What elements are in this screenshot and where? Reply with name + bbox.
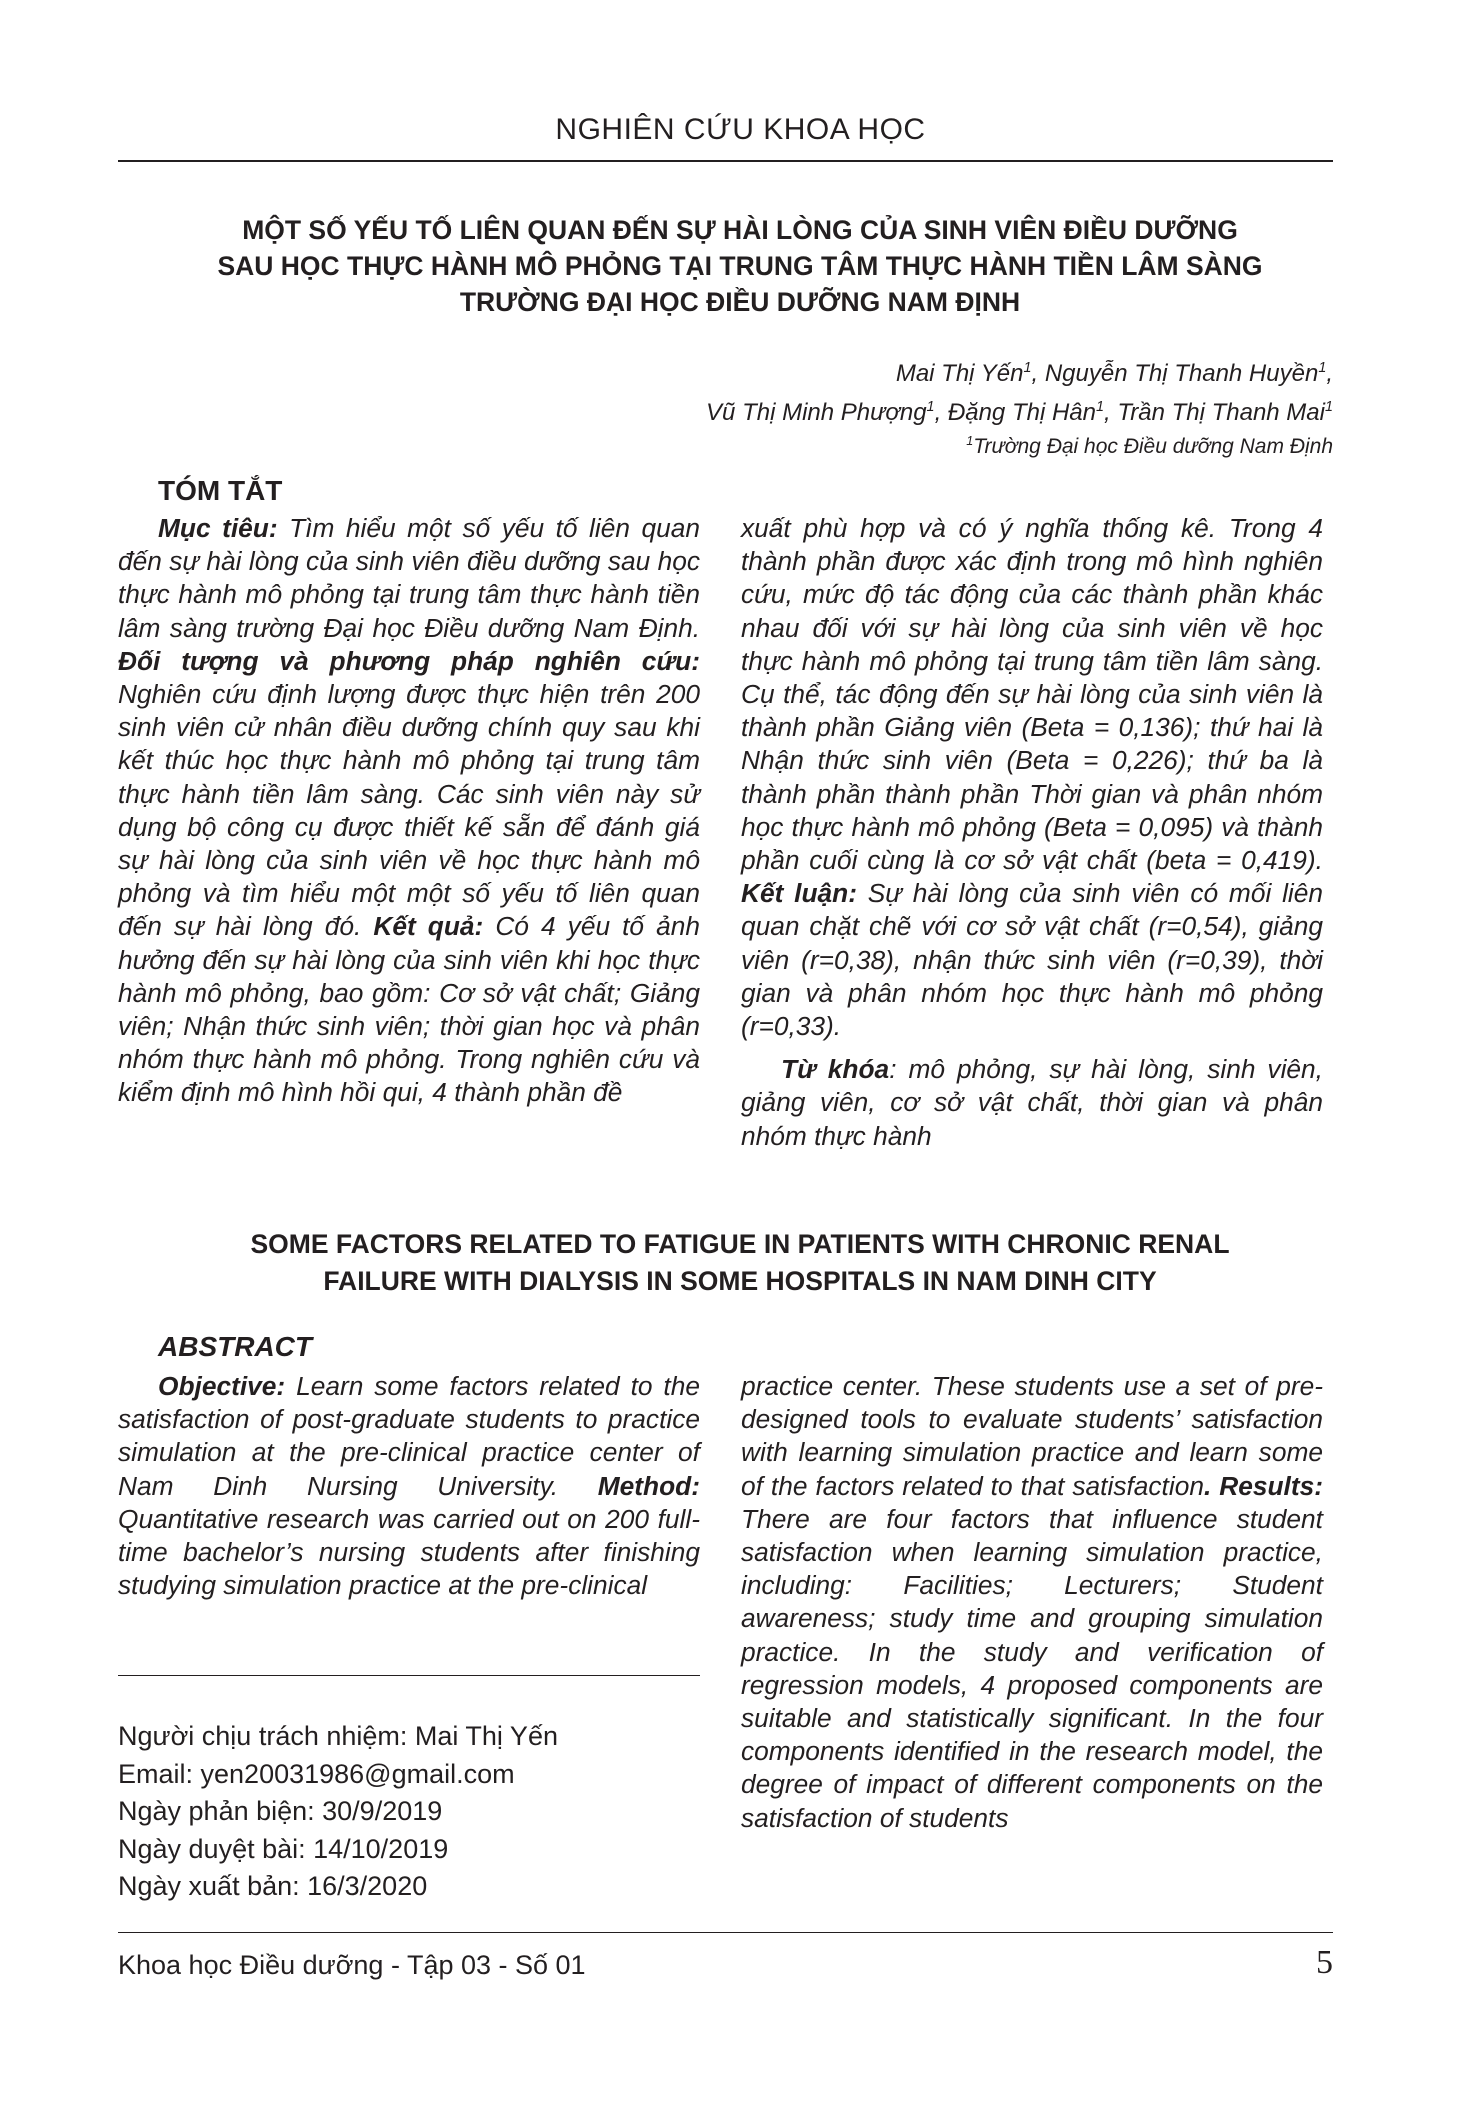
page-number: 5: [1316, 1944, 1333, 1981]
summary-paragraph: [118, 512, 700, 1110]
journal-info: Khoa học Điều dưỡng - Tập 03 - Số 01: [118, 1950, 586, 1980]
results-label: . Results:: [1203, 1470, 1323, 1501]
affiliation: [706, 432, 1333, 462]
objective-text: Tìm hiểu một số yếu tố liên quan đến sự hài lòng của sinh viên điều dưỡng sau học thực hành mô phỏng tại trung tâm thực hành tiền lâm sàng trường Đại học Điều dưỡng Nam Định.: [118, 513, 700, 643]
running-header: NGHIÊN CỨU KHOA HỌC: [555, 113, 926, 146]
affiliation-text: Trường Đại học Điều dưỡng Nam Định: [973, 435, 1333, 458]
author-name: Đặng Thị Hân: [947, 399, 1096, 426]
method-label: Đối tượng và phương pháp nghiên cứu:: [118, 645, 700, 676]
method-label: Method:: [597, 1470, 700, 1501]
method-text: Quantitative research was carried out on 200 full-time bachelor’s nursing students after finishing studying simulation practice at the pre-clinical: [118, 1503, 700, 1601]
affiliation-mark: 1: [1324, 399, 1333, 415]
title-line: SAU HỌC THỰC HÀNH MÔ PHỎNG TẠI TRUNG TÂM THỰC HÀNH TIỀN LÂM SÀNG: [217, 251, 1263, 281]
affiliation-mark: 1: [1318, 360, 1327, 376]
affiliation-mark: 1: [966, 434, 974, 448]
abstract-column-right: [741, 1370, 1323, 1835]
footnote-rule: [118, 1675, 700, 1676]
objective-text: Learn some factors related to the satisfaction of post-graduate students to practice simulation at the pre-clinical practice center of Nam Dinh Nursing University.: [118, 1371, 700, 1501]
conclusion-text: Sự hài lòng của sinh viên có mối liên quan chặt chẽ với cơ sở vật chất (r=0,54), giảng viên (r=0,38), nhận thức sinh viên (r=0,39), thời gian và phân nhóm học thực hành mô phỏng (r=0,33).: [741, 878, 1324, 1042]
article-title-vi: [140, 212, 1340, 320]
review-date: Ngày phản biện: 30/9/2019: [118, 1796, 443, 1826]
keywords-text: : mô phỏng, sự hài lòng, sinh viên, giảng viên, cơ sở vật chất, thời gian và phân nhóm thực hành: [741, 1054, 1323, 1151]
affiliation-mark: 1: [1095, 399, 1104, 415]
author-line: Vũ Thị Minh Phượng$^1$, Đặng Thị Hân$^1$, Trần Thị Thanh Mai$^1$: [706, 399, 1333, 426]
results-text: There are four factors that influence student satisfaction when learning simulation practice, including: Facilities; Lecturers; Student awareness; study time and grouping simulation practice. In the study and verification of regression models, 4 proposed components are suitable and statistically significant. In the four components identified in the research model, the degree of impact of different components on the satisfaction of students: [741, 1503, 1323, 1833]
approval-date: Ngày duyệt bài: 14/10/2019: [118, 1833, 449, 1864]
email: Email: yen20031986@gmail.com: [118, 1758, 515, 1789]
abstract-paragraph: [741, 1370, 1323, 1835]
keywords-label: Từ khóa: [781, 1054, 890, 1085]
header-rule: [118, 160, 1333, 162]
title-line: MỘT SỐ YẾU TỐ LIÊN QUAN ĐẾN SỰ HÀI LÒNG CỦA SINH VIÊN ĐIỀU DƯỠNG: [242, 215, 1238, 245]
results-label: Kết quả:: [373, 911, 484, 942]
correspondence-footnote: [118, 1718, 558, 1906]
footer-rule: [118, 1932, 1333, 1933]
abstract-paragraph: [118, 1370, 700, 1602]
article-title-en: [100, 1226, 1380, 1300]
title-line: FAILURE WITH DIALYSIS IN SOME HOSPITALS IN NAM DINH CITY: [323, 1266, 1157, 1296]
results-text: xuất phù hợp và có ý nghĩa thống kê. Trong 4 thành phần được xác định trong mô hình nghiên cứu, mức độ tác động của các thành phần khác nhau đối với sự hài lòng của sinh viên về học thực hành mô phỏng tại trung tâm tiền lâm sàng. Cụ thể, tác động đến sự hài lòng của sinh viên là thành phần Giảng viên (Beta = 0,136); thứ hai là Nhận thức sinh viên (Beta = 0,226); thứ ba là thành phần thành phần Thời gian và phân nhóm học thực hành mô phỏng (Beta = 0,095) và thành phần cuối cùng là cơ sở vật chất (beta = 0,419).: [741, 513, 1323, 876]
author-name: Mai Thị Yến: [895, 360, 1024, 387]
conclusion-label: Kết luận:: [741, 878, 857, 909]
objective-label: Objective:: [158, 1371, 286, 1401]
responsible-person: Người chịu trách nhiệm: Mai Thị Yến: [118, 1721, 558, 1751]
author-name: Vũ Thị Minh Phượng: [706, 399, 927, 426]
abstract-column-left: [118, 1370, 700, 1602]
summary-heading: TÓM TẮT: [158, 475, 283, 506]
publish-date: Ngày xuất bản: 16/3/2020: [118, 1871, 428, 1901]
summary-paragraph: [741, 512, 1323, 1043]
keywords: [741, 1053, 1323, 1153]
abstract-text: practice center. These students use a set of pre-designed tools to evaluate students’ satisfaction with learning simulation practice and learn some of the factors related to that satisfaction: [741, 1371, 1323, 1501]
objective-label: Mục tiêu:: [158, 513, 278, 543]
affiliation-mark: 1: [926, 399, 935, 415]
author-line: Mai Thị Yến$^1$, Nguyễn Thị Thanh Huyền$^1$,: [895, 360, 1333, 387]
author-name: Trần Thị Thanh Mai: [1117, 399, 1325, 426]
title-line: SOME FACTORS RELATED TO FATIGUE IN PATIENTS WITH CHRONIC RENAL: [250, 1229, 1230, 1259]
summary-column-left: [118, 512, 700, 1110]
method-text: Nghiên cứu định lượng được thực hiện trên 200 sinh viên cử nhân điều dưỡng chính quy sau khi kết thúc học thực hành mô phỏng tại trung tâm thực hành tiền lâm sàng. Các sinh viên này sử dụng bộ công cụ được thiết kế sẵn để đánh giá sự hài lòng của sinh viên về học thực hành mô phỏng và tìm hiểu một một số yếu tố liên quan đến sự hài lòng đó.: [118, 679, 700, 942]
affiliation-mark: 1: [1023, 360, 1032, 376]
author-name: Nguyễn Thị Thanh Huyền: [1044, 360, 1319, 387]
title-line: TRƯỜNG ĐẠI HỌC ĐIỀU DƯỠNG NAM ĐỊNH: [459, 287, 1021, 317]
summary-column-right: [741, 512, 1323, 1153]
abstract-heading: ABSTRACT: [158, 1331, 312, 1362]
author-block: [706, 354, 1333, 462]
results-text: Có 4 yếu tố ảnh hưởng đến sự hài lòng của sinh viên khi học thực hành mô phỏng, bao gồm: Cơ sở vật chất; Giảng viên; Nhận thức sinh viên; thời gian học và phân nhóm thực hành mô phỏng. Trong nghiên cứu và kiểm định mô hình hồi qui, 4 thành phần đề: [118, 911, 700, 1108]
